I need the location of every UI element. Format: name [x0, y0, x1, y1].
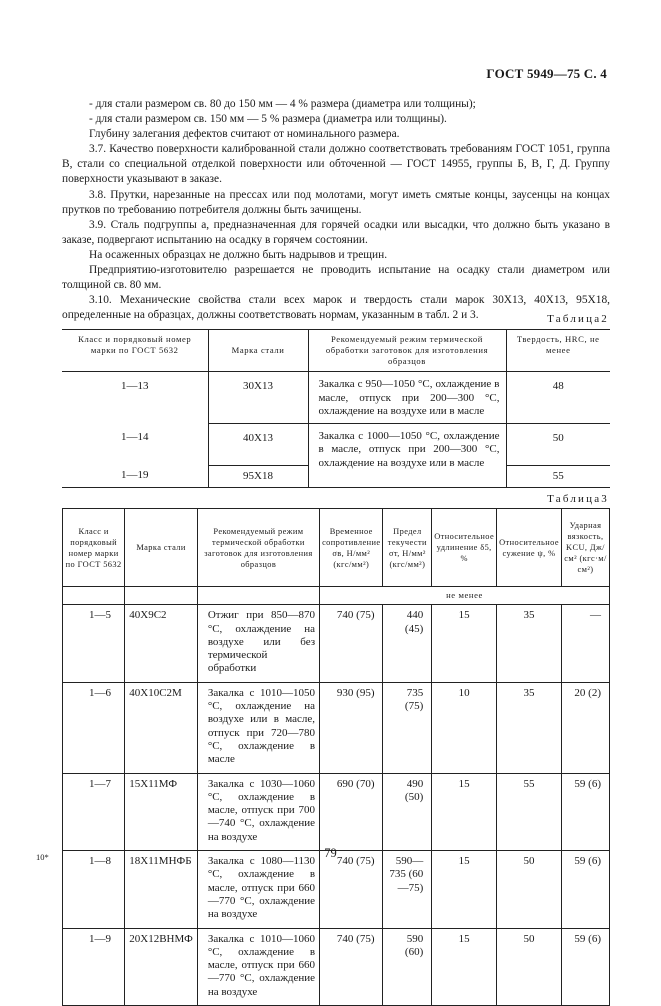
- t2-cell-grade: 40Х13: [208, 423, 308, 465]
- t3-cell-sigma-t: 735 (75): [383, 682, 432, 773]
- t3-header-class: Класс и порядковый номер марки по ГОСТ 5632: [63, 509, 125, 587]
- table-2: [62, 329, 610, 488]
- table-row: [63, 605, 610, 682]
- t3-cell-cls: 1—5: [63, 605, 125, 682]
- t3-cell-grade: 18Х11МНФБ: [125, 851, 198, 928]
- paragraph: На осаженных образцах не должно быть надрывов и трещин.: [89, 248, 388, 261]
- t2-cell-class: 1—13: [121, 380, 149, 392]
- t2-cell-hrc: 48: [506, 372, 610, 424]
- t2-cell-mode: Закалка с 950—1050 °С, охлаждение в масле, отпуск при 200—300 °С, охлаждение на воздухе или в масле: [308, 372, 506, 424]
- paragraph: - для стали размером св. 150 мм — 5 % размера (диаметра или толщины).: [89, 113, 447, 126]
- table3-caption: Таблица3: [547, 493, 609, 505]
- t3-cell-delta: 10: [432, 682, 497, 773]
- table-row: [63, 928, 610, 1005]
- paragraph: Глубину залегания дефектов считают от номинального размера.: [89, 128, 400, 141]
- t3-header-mode: Рекомендуемый режим термической обработки заготовок для изготовления образцов: [197, 509, 319, 587]
- paragraph: 3.7. Качество поверхности калиброванной стали должно соответствовать требованиям ГОСТ 1051, группа В, стали со специальной отделкой поверхности или обточенной — ГОСТ 14955, группы Б, В, Г, Д. Группу поверхности указывают в заказе.: [62, 143, 610, 186]
- t2-cell-class: 1—14: [121, 431, 149, 443]
- t3-header-psi: Относительное сужение ψ, %: [497, 509, 562, 587]
- t3-cell-delta: 15: [432, 605, 497, 682]
- t2-header-hrc: Твердость, HRC, не менее: [506, 330, 610, 372]
- t3-header-sigma-b: Временное сопротивление σв, Н/мм² (кгс/мм²): [320, 509, 383, 587]
- paragraph: 3.9. Сталь подгруппы а, предназначенная для горячей осадки или высадки, что должно быть указано в заказе, подвергают испытанию на осадку в горячем состоянии.: [62, 218, 610, 246]
- page-header: ГОСТ 5949—75 С. 4: [486, 66, 607, 81]
- t3-cell-sigma-b: 740 (75): [320, 851, 383, 928]
- t3-cell-delta: 15: [432, 928, 497, 1005]
- t3-cell-mode: Закалка с 1080—1130 °С, охлаждение в масле, отпуск при 660—770 °С, охлаждение на воздухе: [197, 851, 319, 928]
- t3-cell-sigma-t: 490 (50): [383, 773, 432, 850]
- t3-cell-grade: 15Х11МФ: [125, 773, 198, 850]
- t3-cell-sigma-b: 740 (75): [320, 928, 383, 1005]
- t3-cell-kcu: 59 (6): [561, 928, 609, 1005]
- t3-cell-mode: Закалка с 1030—1060 °С, охлаждение в масле, отпуск при 700—740 °С, охлаждение на воздухе: [197, 773, 319, 850]
- t3-cell-mode: Закалка с 1010—1050 °С, охлаждение на воздухе или в масле, отпуск при 720—780 °С, охлаждение в масле: [197, 682, 319, 773]
- t3-cell-delta: 15: [432, 851, 497, 928]
- table-row: [63, 773, 610, 850]
- paragraph: 3.8. Прутки, нарезанные на прессах или под молотами, могут иметь смятые концы, заусенцы на концах прутков по требованию потребителя должны быть зачищены.: [62, 188, 610, 216]
- t3-header-delta: Относительное удлинение δ5, %: [432, 509, 497, 587]
- paragraph: Предприятию-изготовителю разрешается не проводить испытание на осадку стали диаметром или толщиной св. 80 мм.: [62, 264, 610, 292]
- t3-cell-grade: 40Х9С2: [125, 605, 198, 682]
- t3-header-grade: Марка стали: [125, 509, 198, 587]
- t3-subheader: не менее: [320, 587, 610, 605]
- paragraph: - для стали размером св. 80 до 150 мм — 4 % размера (диаметра или толщины);: [89, 98, 476, 110]
- t2-cell-class: 1—19: [62, 465, 208, 487]
- t3-cell-psi: 50: [497, 851, 562, 928]
- t3-cell-grade: 40Х10С2М: [125, 682, 198, 773]
- t3-cell-sigma-t: 590—735 (60—75): [383, 851, 432, 928]
- t3-cell-sigma-t: 590 (60): [383, 928, 432, 1005]
- t3-cell-cls: 1—6: [63, 682, 125, 773]
- table2-caption: Таблица2: [547, 313, 609, 325]
- body-text: [62, 97, 610, 323]
- t3-cell-kcu: 59 (6): [561, 851, 609, 928]
- t3-cell-sigma-b: 690 (70): [320, 773, 383, 850]
- t3-cell-cls: 1—9: [63, 928, 125, 1005]
- t2-cell-hrc: 50: [506, 423, 610, 465]
- t3-cell-sigma-b: 930 (95): [320, 682, 383, 773]
- table-3: [62, 508, 610, 1006]
- page-number: 79: [324, 846, 337, 860]
- t3-cell-mode: Закалка с 1010—1060 °С, охлаждение в масле, отпуск при 660—770 °С, охлаждение на воздухе: [197, 928, 319, 1005]
- t3-cell-grade: 20Х12ВНМФ: [125, 928, 198, 1005]
- t3-cell-psi: 35: [497, 605, 562, 682]
- t3-cell-sigma-t: 440 (45): [383, 605, 432, 682]
- t3-cell-mode: Отжиг при 850—870 °С, охлаждение на воздухе или без термической обработки: [197, 605, 319, 682]
- t3-header-sigma-t: Предел текучести σт, Н/мм² (кгс/мм²): [383, 509, 432, 587]
- t2-cell-mode: Закалка с 1000—1050 °С, охлаждение в масле, отпуск при 200—300 °С, охлаждение на воздухе или в масле: [308, 423, 506, 487]
- t3-cell-psi: 35: [497, 682, 562, 773]
- paragraph: 3.10. Механические свойства стали всех марок и твердость стали марок 30Х13, 40Х13, 95Х18, определенные на образцах, должны соответствовать нормам, указанным в табл. 2 и 3.: [62, 294, 610, 322]
- t3-cell-psi: 55: [497, 773, 562, 850]
- t3-cell-cls: 1—8: [63, 851, 125, 928]
- t2-header-grade: Марка стали: [208, 330, 308, 372]
- t2-header-class: Класс и порядковый номер марки по ГОСТ 5632: [62, 330, 208, 372]
- t2-cell-grade: 30Х13: [208, 372, 308, 424]
- t3-cell-kcu: —: [561, 605, 609, 682]
- t3-cell-sigma-b: 740 (75): [320, 605, 383, 682]
- t3-cell-psi: 50: [497, 928, 562, 1005]
- table-row: [63, 851, 610, 928]
- t3-cell-kcu: 20 (2): [561, 682, 609, 773]
- t2-header-mode: Рекомендуемый режим термической обработки заготовок для изготовления образцов: [308, 330, 506, 372]
- t3-header-kcu: Ударная вязкость, KCU, Дж/см² (кгс·м/см²): [561, 509, 609, 587]
- t3-cell-delta: 15: [432, 773, 497, 850]
- t2-cell-grade: 95Х18: [208, 465, 308, 487]
- table-row: [63, 682, 610, 773]
- t2-cell-hrc: 55: [506, 465, 610, 487]
- footer-mark: 10*: [36, 852, 49, 862]
- t3-cell-cls: 1—7: [63, 773, 125, 850]
- t3-cell-kcu: 59 (6): [561, 773, 609, 850]
